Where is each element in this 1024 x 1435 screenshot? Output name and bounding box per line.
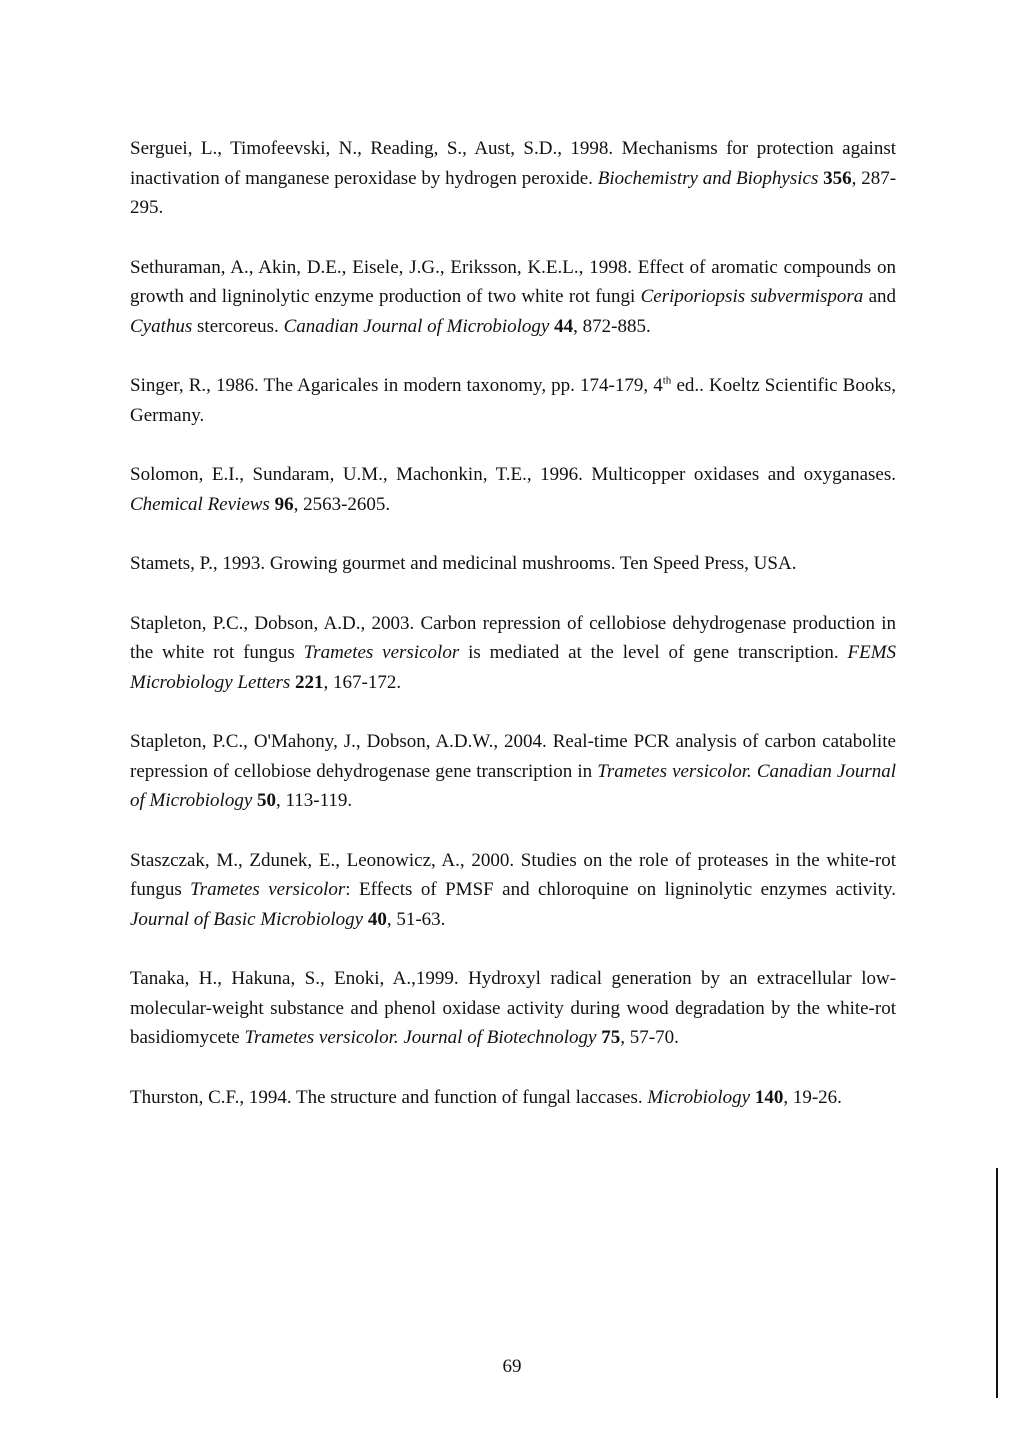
page-number: 69 [502, 1356, 522, 1377]
reference-thurston-1994 [130, 1083, 896, 1113]
ref-pages: , 57-70. [620, 1027, 679, 1048]
ref-species-genus: Cyathus [130, 315, 193, 337]
ref-publisher: ed.. Koeltz Scientific Books, Germany. [130, 375, 896, 426]
ref-title-continued: is mediated at the level of gene transcription. [468, 642, 839, 663]
ref-species: Ceriporiopsis subvermispora [640, 286, 864, 307]
ref-journal: Biochemistry and Biophysics [597, 167, 819, 189]
ref-authors: Staszczak, M., Zdunek, E., Leonowicz, A., 2000. [130, 849, 515, 871]
ref-journal: Microbiology [647, 1086, 751, 1108]
ref-authors: Stapleton, P.C., Dobson, A.D., 2003. [130, 612, 415, 634]
ref-title: Hydroxyl radical generation by an extracellular low-molecular-weight substance and phenol oxidase activity during wood degradation by the white-rot basidiomycete [130, 968, 897, 1048]
reference-solomon-1996 [130, 460, 896, 519]
reference-serguei-1998 [130, 134, 896, 223]
ref-authors: Serguei, L., Timofeevski, N., Reading, S., Aust, S.D., 1998. [130, 138, 614, 159]
ref-pages: , 19-26. [783, 1086, 842, 1108]
ref-volume: 40 [367, 908, 387, 930]
ref-title: Mechanisms for protection against inactivation of manganese peroxidase by hydrogen peroxide. [130, 138, 896, 189]
ref-authors: Thurston, C.F., 1994. [130, 1086, 292, 1108]
ref-species: Trametes versicolor [303, 642, 460, 663]
ref-title: Growing gourmet and medicinal mushrooms. Ten Speed Press, USA. [269, 553, 797, 574]
ref-pages: , 872-885. [573, 315, 651, 337]
ref-authors: Sethuraman, A., Akin, D.E., Eisele, J.G., Eriksson, K.E.L., 1998. [130, 256, 632, 278]
ref-volume: 221 [295, 671, 324, 693]
reference-singer-1986 [130, 371, 896, 430]
ref-edition-superscript: th [662, 374, 672, 387]
ref-journal: Journal of Biotechnology [403, 1027, 597, 1048]
ref-volume: 75 [601, 1027, 621, 1048]
ref-authors: Solomon, E.I., Sundaram, U.M., Machonkin, T.E., 1996. [130, 464, 583, 485]
reference-tanaka-1999 [130, 964, 896, 1053]
ref-volume: 356 [823, 167, 852, 189]
ref-pages: , 113-119. [276, 790, 353, 811]
ref-species-epithet: stercoreus. [197, 315, 279, 337]
ref-volume: 44 [554, 315, 574, 337]
ref-pages: , 2563-2605. [293, 493, 391, 515]
ref-journal: Journal of Basic Microbiology [130, 908, 364, 930]
ref-journal: Canadian Journal of Microbiology [130, 760, 897, 811]
ref-volume: 140 [754, 1086, 784, 1108]
ref-title-continued: : Effects of PMSF and chloroquine on ligninolytic enzymes activity. [345, 879, 896, 900]
ref-journal: Canadian Journal of Microbiology [283, 315, 550, 337]
ref-journal: Chemical Reviews [130, 493, 270, 515]
ref-title: Real-time PCR analysis of carbon catabolite repression of cellobiose dehydrogenase gene transcription in [130, 731, 896, 782]
reference-sethuraman-1998 [130, 253, 896, 342]
ref-journal: FEMS Microbiology Letters [130, 642, 897, 693]
ref-authors: Stamets, P., 1993. [130, 553, 266, 574]
reference-stapleton-2003 [130, 609, 896, 698]
ref-authors: Stapleton, P.C., O'Mahony, J., Dobson, A.D.W., 2004. [130, 731, 547, 752]
ref-authors: Singer, R., 1986. [130, 375, 259, 396]
ref-species: Trametes versicolor [190, 879, 346, 900]
reference-staszczak-2000 [130, 846, 896, 935]
ref-pages: , 167-172. [323, 671, 402, 693]
ref-title: Carbon repression of cellobiose dehydrogenase production in the white rot fungus [130, 612, 896, 663]
ref-title: The Agaricales in modern taxonomy, pp. 174-179, 4 [263, 375, 663, 396]
ref-species: Trametes versicolor. [244, 1027, 399, 1048]
ref-title: Effect of aromatic compounds on growth and ligninolytic enzyme production of two white rot fungi [130, 256, 896, 307]
ref-volume: 96 [274, 493, 294, 515]
ref-pages: , 51-63. [386, 908, 446, 930]
ref-pages: , 287-295. [130, 167, 897, 218]
ref-title: The structure and function of fungal laccases. [296, 1086, 643, 1108]
ref-conjunction: and [868, 286, 897, 307]
ref-title: Multicopper oxidases and oxyganases. [591, 464, 897, 485]
ref-volume: 50 [257, 790, 276, 811]
ref-title: Studies on the role of proteases in the white-rot fungus [130, 849, 897, 900]
ref-species: Trametes versicolor. [597, 760, 752, 782]
reference-list [130, 134, 896, 1142]
reference-stamets-1993 [130, 549, 896, 579]
reference-stapleton-2004 [130, 727, 896, 816]
ref-authors: Tanaka, H., Hakuna, S., Enoki, A.,1999. [130, 968, 459, 989]
